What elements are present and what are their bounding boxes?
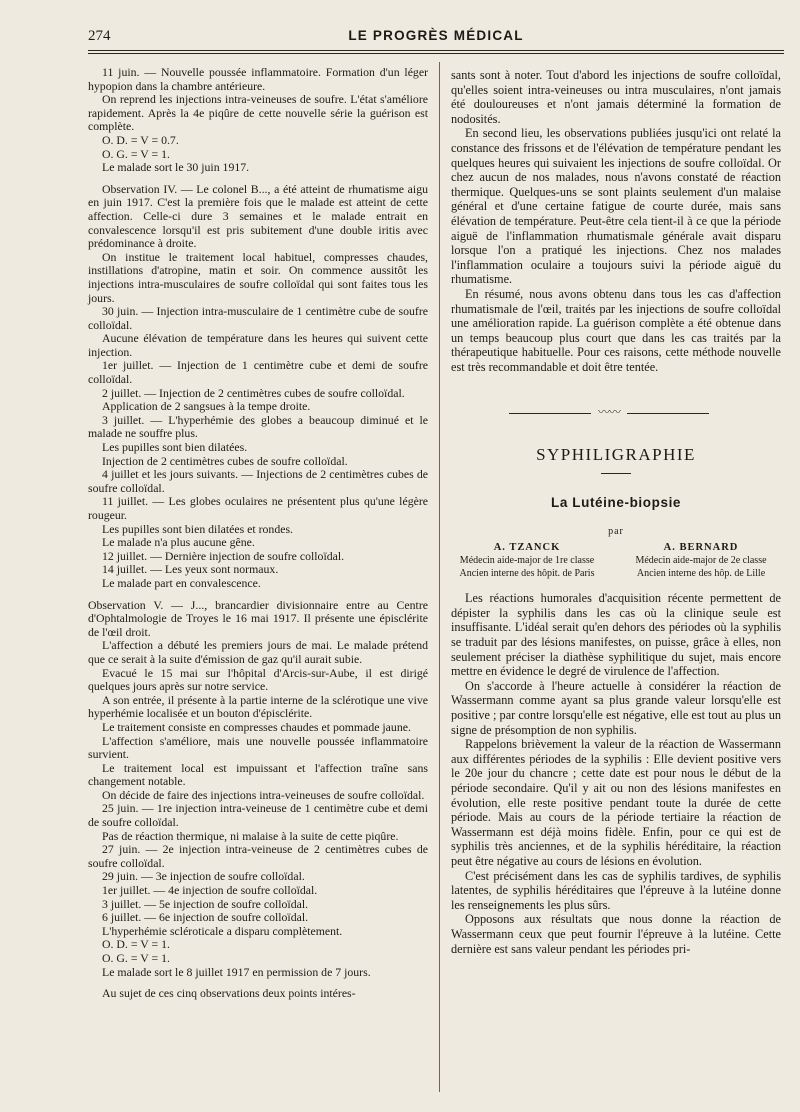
author-2 xyxy=(611,541,791,580)
paragraph: O. G. = V = 1. xyxy=(102,951,170,965)
paragraph: Pas de réaction thermique, ni malaise à la suite de cette piqûre. xyxy=(102,828,399,843)
paragraph: 11 juillet. — Les globes oculaires ne présentent plus qu'une légère rougeur. xyxy=(88,494,428,522)
paragraph: Le malade part en convalescence. xyxy=(102,575,261,590)
author-name: A. TZANCK xyxy=(493,542,561,554)
ornament-line-left xyxy=(509,413,591,414)
paragraph: O. D. = V = 0.7. xyxy=(102,132,179,147)
paragraph: 29 juin. — 3e injection de soufre colloïdal. xyxy=(102,869,305,884)
paragraph: Les réactions humorales d'acquisition récente permettent de dépister la syphilis dans les cas où la clinique seule est insuffisante. L'idéal serait qu'en dehors des périodes où la syphilis se traduit par des lésions manifestes, on puisse, grâce à elles, non seulement préciser la diathèse syphilitique du sujet, mais encore mettre en évidence le degré de virulence de l'affection. xyxy=(451,591,781,679)
paragraph: L'affection a débuté les premiers jours de mai. Le malade prétend que ce serait à la suite d'émission de gaz qu'il aurait subie. xyxy=(88,638,428,666)
paragraph: Injection de 2 centimètres cubes de soufre colloïdal. xyxy=(102,453,348,468)
paragraph: Les pupilles sont bien dilatées et rondes. xyxy=(102,521,294,536)
paragraph: Le malade sort le 8 juillet 1917 en permission de 7 jours. xyxy=(102,964,371,979)
page-number: 274 xyxy=(88,28,111,44)
byline-par: par xyxy=(608,525,624,537)
paragraph: 30 juin. — Injection intra-musculaire de 1 centimètre cube de soufre colloïdal. xyxy=(88,304,428,332)
paragraph: L'hyperhémie scléroticale a disparu complètement. xyxy=(102,923,343,938)
paragraph: 27 juin. — 2e injection intra-veineuse de 2 centimètres cubes de soufre colloïdal. xyxy=(88,842,428,870)
paragraph: 6 juillet. — 6e injection de soufre colloïdal. xyxy=(102,910,309,925)
paragraph: Le malade sort le 30 juin 1917. xyxy=(102,160,250,175)
author-affiliation: Ancien interne des hôpit. de Paris xyxy=(459,568,595,580)
paragraph: Au sujet de ces cinq observations deux points intéres- xyxy=(102,986,356,1001)
paragraph: Evacué le 15 mai sur l'hôpital d'Arcis-sur-Aube, il est dirigé quelques jours après sur notre service. xyxy=(88,665,428,694)
paragraph: 2 juillet. — Injection de 2 centimètres cubes de soufre colloïdal. xyxy=(102,385,405,400)
paragraph: A son entrée, il présente à la partie interne de la sclérotique une vive hyperhémie localisée et un bouton d'épisclérite. xyxy=(88,692,428,721)
header-rule xyxy=(88,50,784,51)
paragraph: Le traitement consiste en compresses chaudes et pommade jaune. xyxy=(102,719,411,734)
paragraph: Les pupilles sont bien dilatées. xyxy=(102,440,248,455)
paragraph: Rappelons brièvement la valeur de la réaction de Wassermann aux différentes périodes de la syphilis : Elle devient positive vers le 20e jour du chancre ; cette date est pour nous le début de la période secondaire. Qu'il y ait ou non des lésions manifestes en évolution, elle reste positive pendant toute la durée de cette période. Mais au cours de la période tertiaire la réaction de Wassermann est déjà moins fidèle. Enfin, pour ce qui est de syphilis très anciennes, et de la syphilis héréditaire, la réaction peut être négative au cours de lésions en évolution. xyxy=(451,737,781,868)
ornament-line-right xyxy=(627,413,709,414)
paragraph: 1er juillet. — 4e injection de soufre colloïdal. xyxy=(102,883,318,898)
journal-title: LE PROGRÈS MÉDICAL xyxy=(348,28,524,43)
page-header xyxy=(88,26,784,50)
paragraph: 3 juillet. — 5e injection de soufre colloïdal. xyxy=(102,896,309,911)
paragraph: En second lieu, les observations publiées jusqu'ici ont relaté la constance des frissons et de l'élévation de température pendant les quelques heures qui suivaient les injections de soufre colloïdal. Or chez aucun de nos malades, nous n'avons constaté de réaction thermique. Quelques-uns se sont plaints seulement d'un malaise général et d'une certaine fatigue de courte durée, mais sans élévation de température. Peut-être cela tient-il à ce que la période aiguë de l'inflammation rhumatismale générale avait disparu lorsque l'on a pratiqué les injections. Chez nos malades l'inflammation oculaire a toujours suivi la période aiguë du rhumatisme. xyxy=(451,126,781,287)
paragraph: 3 juillet. — L'hyperhémie des globes a beaucoup diminué et le malade ne souffre plus. xyxy=(88,412,428,441)
authors-block xyxy=(451,541,781,591)
paragraph: On décide de faire des injections intra-veineuses de soufre colloïdal. xyxy=(102,787,425,802)
right-column-top-text xyxy=(451,68,781,374)
paragraph: 1er juillet. — Injection de 1 centimètre cube et demi de soufre colloïdal. xyxy=(88,358,428,387)
paragraph: En résumé, nous avons obtenu dans tous les cas d'affection rhumatismale de l'œil, traités par les injections de soufre colloïdal une amélioration rapide. La guérison complète a été obtenue dans un temps beaucoup plus court que dans les cas traités par la thérapeutique habituelle. Pour ces raisons, cette méthode nouvelle est très recommandable et doit être tentée. xyxy=(451,286,781,374)
ornament-flourish-icon: 〰〰 xyxy=(597,405,620,420)
section-title: SYPHILIGRAPHIE xyxy=(536,445,696,465)
paragraph: Application de 2 sangsues à la tempe droite. xyxy=(102,399,311,414)
right-column-bottom-text xyxy=(451,591,781,956)
paragraph: Observation V. — J..., brancardier divisionnaire entre au Centre d'Ophtalmologie de Troyes le 16 mai 1917. Il présente une épisclérite de l'œil droit. xyxy=(88,597,428,639)
paragraph: 4 juillet et les jours suivants. — Injections de 2 centimètres cubes de soufre colloïdal. xyxy=(88,467,428,495)
paragraph: C'est précisément dans les cas de syphilis tardives, de syphilis latentes, de syphilis héréditaires que l'épreuve à la lutéine donne les renseignements les plus sûrs. xyxy=(451,868,781,912)
left-column xyxy=(88,66,428,1001)
author-1 xyxy=(439,541,615,580)
section-ornament xyxy=(451,405,781,420)
paragraph: On institue le traitement local habituel, compresses chaudes, instillations d'atropine, matin et soir. On commence aussitôt les injections intra-musculaires de soufre colloïdal qui sont faites tous les jours. xyxy=(88,249,428,305)
paragraph: Observation IV. — Le colonel B..., a été atteint de rhumatisme aigu en juin 1917. C'est la première fois que le malade est atteint de cette affection. Celle-ci dure 3 semaines et le malade entrait en convalescence lorsqu'il est pris subitement d'une double iritis avec prédominance à droite. xyxy=(88,181,428,251)
paragraph: 25 juin. — 1re injection intra-veineuse de 1 centimètre cube et demi de soufre colloïdal. xyxy=(88,801,428,830)
paragraph: On s'accorde à l'heure actuelle à considérer la réaction de Wassermann comme ayant sa plus grande valeur lorsqu'elle est positive ; par contre lorsqu'elle est négative, elle est tout au plus un signe de présomption de non syphilis. xyxy=(451,678,781,737)
paragraph: 11 juin. — Nouvelle poussée inflammatoire. Formation d'un léger hypopion dans la chambre antérieure. xyxy=(88,65,428,93)
header-rule-double xyxy=(88,53,784,54)
author-affiliation: Ancien interne des hôp. de Lille xyxy=(636,568,766,580)
paragraph: O. G. = V = 1. xyxy=(102,146,170,161)
paragraph: Le malade n'a plus aucune gêne. xyxy=(102,535,255,550)
paragraph: Le traitement local est impuissant et l'affection traîne sans changement notable. xyxy=(88,760,428,789)
paragraph: 12 juillet. — Dernière injection de soufre colloïdal. xyxy=(102,548,345,563)
paragraph: O. D. = V = 1. xyxy=(102,937,170,952)
right-column xyxy=(451,68,781,956)
paragraph: Aucune élévation de température dans les heures qui suivent cette injection. xyxy=(88,331,428,359)
article-title: La Lutéine-biopsie xyxy=(550,495,682,511)
paragraph: L'affection s'améliore, mais une nouvelle poussée inflammatoire survient. xyxy=(88,733,428,762)
paragraph: On reprend les injections intra-veineuses de soufre. L'état s'améliore rapidement. Après la 4e piqûre de cette nouvelle série la guérison est complète. xyxy=(88,92,428,134)
section-short-rule xyxy=(601,473,631,474)
paragraph: 14 juillet. — Les yeux sont normaux. xyxy=(102,562,279,577)
paragraph: Opposons aux résultats que nous donne la réaction de Wassermann ceux que peut fournir l'épreuve à la lutéine. Cette dernière est sans valeur pendant les périodes pri- xyxy=(451,912,781,956)
author-name: A. BERNARD xyxy=(663,542,739,554)
author-affiliation: Médecin aide-major de 1re classe xyxy=(459,555,595,567)
paragraph: sants sont à noter. Tout d'abord les injections de soufre colloïdal, qu'elles soient intra-veineuses ou intra musculaires, n'ont jamais été douloureuses et n'ont jamais déterminé la formation de nodosités. xyxy=(451,68,781,126)
author-affiliation: Médecin aide-major de 2e classe xyxy=(635,555,767,567)
